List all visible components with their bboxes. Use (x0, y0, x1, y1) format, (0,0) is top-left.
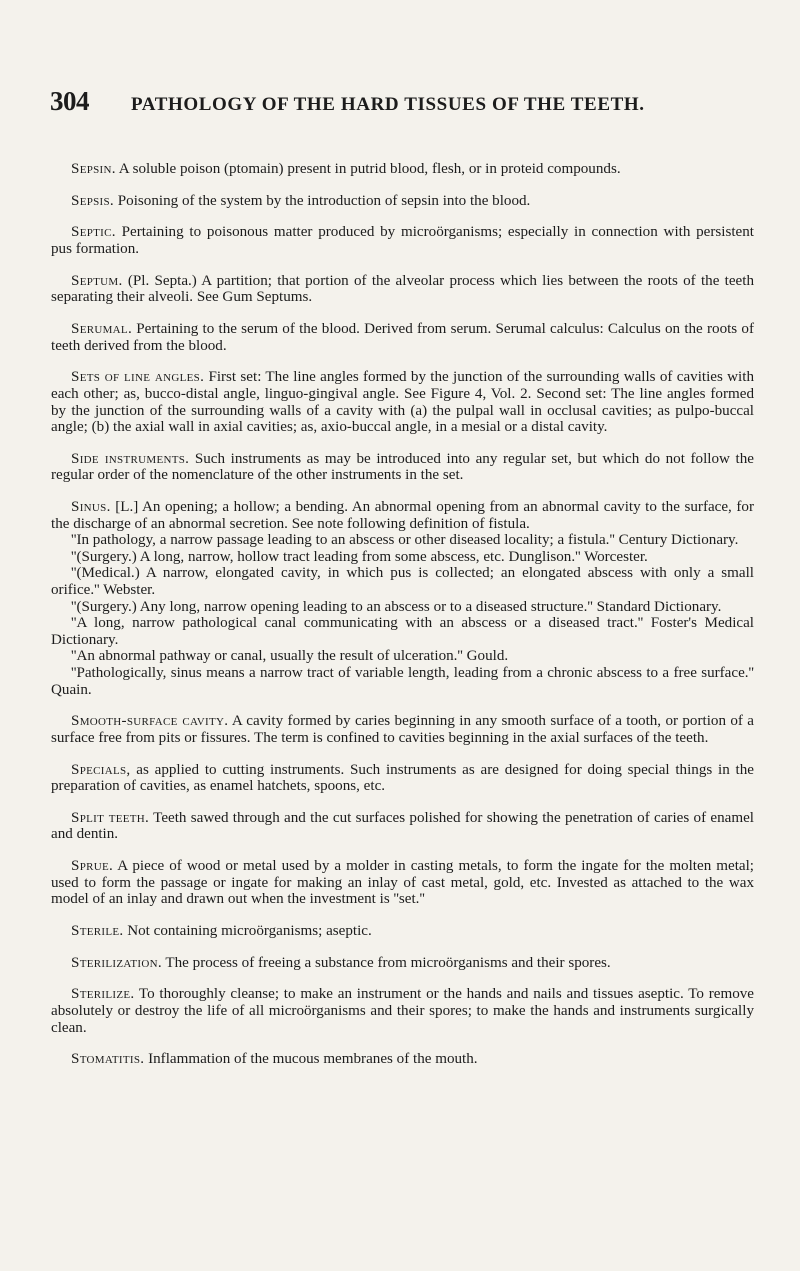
entry-term: Smooth-surface cavity. (71, 713, 229, 730)
glossary-entry (51, 369, 754, 435)
entry-definition: To thoroughly cleanse; to make an instrument or the hands and nails and tissues aseptic. To remove absolutely or destroy the life of all microörganisms and their spores; to make the hands and instruments surgically clean. (51, 986, 754, 1036)
entry-term: Sepsis. (71, 192, 115, 209)
entry-term: Sterilize. (71, 986, 135, 1003)
glossary-entry (51, 713, 754, 746)
entry-term: Sterile. (71, 923, 124, 939)
glossary-body (51, 146, 754, 1083)
entry-definition: Not containing microörganisms; aseptic. (123, 923, 372, 939)
glossary-entry (51, 161, 754, 178)
entry-definition: Pertaining to the serum of the blood. Derived from serum. Serumal calculus: Calculus on the roots of teeth derived from the blood. (51, 321, 754, 354)
entry-definition: Inflammation of the mucous membranes of the mouth. (144, 1051, 478, 1068)
entry-term: Serumal. (71, 321, 133, 338)
entry-definition: Poisoning of the system by the introduction of sepsin into the blood. (114, 192, 531, 209)
entry-term: Sterilization. (71, 954, 162, 971)
glossary-entry (51, 923, 754, 940)
running-head: PATHOLOGY OF THE HARD TISSUES OF THE TEETH. (131, 94, 645, 115)
dictionary-quote: ''Pathologically, sinus means a narrow tract of variable length, leading from a chronic abscess to a free surface.'' Quain. (51, 665, 754, 698)
dictionary-quote: ''(Surgery.) Any long, narrow opening leading to an abscess or to a diseased structure.'' Standard Dictionary. (71, 598, 722, 615)
entry-definition: as applied to cutting instruments. Such instruments as are designed for doing special things in the preparation of cavities, as enamel hatchets, spoons, etc. (51, 761, 754, 795)
entry-definition: A piece of wood or metal used by a molder in casting metals, to form the ingate for the molten metal; used to form the passage or ingate for making an inlay of cast metal, gold, etc. Invested as attached to the wax model of an inlay and drawn out when the investment is ''set.'' (51, 858, 754, 908)
glossary-entry (51, 193, 754, 210)
dictionary-quote: ''A long, narrow pathological canal communicating with an abscess or a diseased tract.'' Foster's Medical Dictionary. (51, 615, 754, 648)
page-header (50, 86, 750, 122)
page-number: 304 (50, 86, 89, 116)
entry-definition: The process of freeing a substance from microörganisms and their spores. (161, 954, 611, 971)
dictionary-quote: ''An abnormal pathway or canal, usually the result of ulceration.'' Gould. (71, 648, 509, 665)
glossary-entry (51, 321, 754, 354)
glossary-entry (51, 224, 754, 257)
entry-definition: Pertaining to poisonous matter produced by microörganisms; especially in connection with persistent pus formation. (51, 224, 754, 258)
entry-term: Stomatitis. (71, 1051, 145, 1068)
glossary-entry (51, 858, 754, 908)
entry-definition: [L.] An opening; a hollow; a bending. An abnormal opening from an abnormal cavity to the surface, for the discharge of an abnormal secretion. See note following definition of fistula. (51, 499, 754, 532)
entry-term: Sprue. (71, 858, 114, 875)
glossary-entry (51, 499, 754, 698)
glossary-entry (51, 955, 754, 972)
entry-term: Sinus. (71, 499, 111, 516)
glossary-entry (51, 810, 754, 843)
entry-term: Side instruments. (71, 450, 190, 467)
entry-term: Split teeth. (71, 809, 150, 826)
entry-definition: A soluble poison (ptomain) present in putrid blood, flesh, or in proteid compounds. (115, 161, 621, 178)
glossary-entry (51, 451, 754, 484)
dictionary-quote: ''In pathology, a narrow passage leading to an abscess or other diseased locality; a fistula.'' Century Dictionary. (71, 532, 739, 549)
entry-term: Sets of line angles. (71, 369, 205, 386)
entry-term: Sepsin. (71, 161, 116, 178)
entry-term: Septic. (71, 224, 116, 241)
entry-definition: (Pl. Septa.) A partition; that portion of the alveolar process which lies between the roots of the teeth separating their alveoli. See Gum Septums. (51, 272, 754, 306)
entry-definition: Teeth sawed through and the cut surfaces polished for showing the penetration of caries of enamel and dentin. (51, 809, 754, 843)
glossary-entry (51, 1051, 754, 1068)
entry-term: Specials, (71, 761, 131, 778)
glossary-entry (51, 762, 754, 795)
entry-term: Septum. (71, 272, 123, 289)
glossary-entry (51, 273, 754, 306)
dictionary-quote: ''(Medical.) A narrow, elongated cavity, in which pus is collected; an elongated abscess with only a small orifice.'' Webster. (51, 565, 754, 599)
entry-definition: A cavity formed by caries beginning in any smooth surface of a tooth, or portion of a surface free from pits or fissures. The term is confined to cavities beginning in the axial surfaces of the teeth. (51, 713, 754, 746)
entry-definition: First set: The line angles formed by the junction of the surrounding walls of cavities with each other; as, bucco-distal angle, linguo-gingival angle. See Figure 4, Vol. 2. Second set: The line angles formed by the junction of the surrounding walls of a cavity with (a) the pulpal wall in occlusal cavities; as pulpo-buccal angle; (b) the axial wall in axial cavities; as, axio-buccal angle, in a mesial or a distal cavity. (51, 369, 754, 436)
dictionary-quote: ''(Surgery.) A long, narrow, hollow tract leading from some abscess, etc. Dunglison.'' Worcester. (71, 548, 648, 565)
entry-definition: Such instruments as may be introduced into any regular set, but which do not follow the regular order of the nomenclature of the other instruments in the set. (51, 450, 754, 484)
glossary-entry (51, 986, 754, 1036)
